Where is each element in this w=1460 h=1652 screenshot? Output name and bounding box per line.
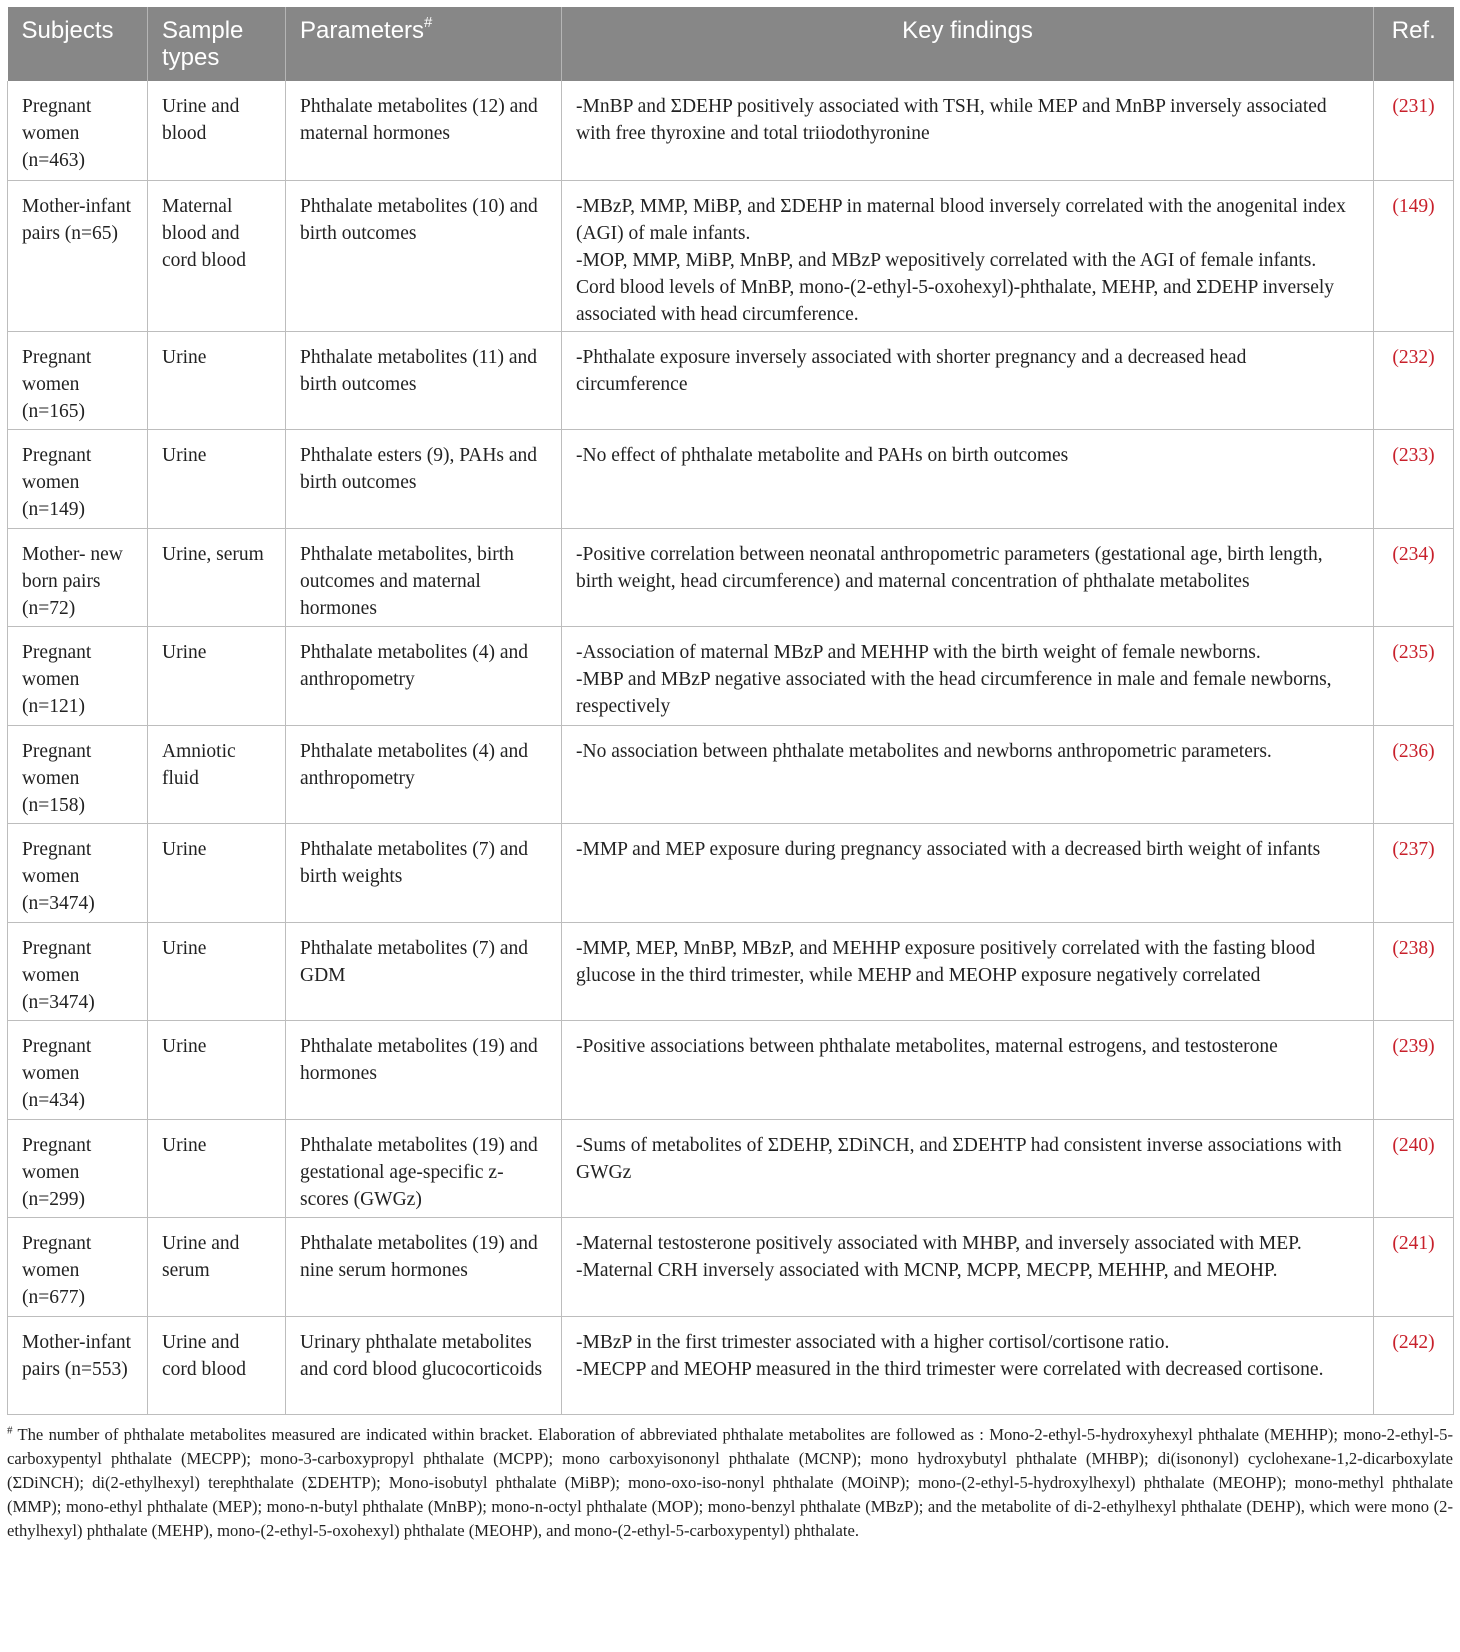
cell-subjects: Pregnant women (n=165) [8,331,148,429]
cell-sample-types: Urine and cord blood [148,1316,286,1414]
cell-parameters: Phthalate metabolites (19) and gestational age-specific z-scores (GWGz) [286,1119,562,1217]
header-key-findings: Key findings [562,7,1374,81]
ref-link[interactable]: (238) [1374,922,1454,1020]
cell-sample-types: Urine [148,429,286,528]
footnote-text: The number of phthalate metabolites measured are indicated within bracket. Elaboration of abbreviated phthalate metabolites are followed as : Mono-2-ethyl-5-hydroxyhexyl phthalate (MEHHP); mono-2-ethyl-5-carboxypentyl phthalate (MECPP); mono-3-carboxypropyl phthalate (MCPP); mono carboxyisononyl phthalate (MCNP); mono hydroxybutyl phthalate (MHBP); di(isononyl) cyclohexane-1,2-dicarboxylate (ΣDiNCH); di(2-ethylhexyl) terephthalate (ΣDEHTP); Mono-isobutyl phthalate (MiBP); mono-oxo-iso-nonyl phthalate (MOiNP); mono-(2-ethyl-5-hydroxylhexyl) phthalate (MEOHP); mono-methyl phthalate (MMP); mono-ethyl phthalate (MEP); mono-n-butyl phthalate (MnBP); mono-n-octyl phthalate (MOP); mono-benzyl phthalate (MBzP); and the metabolite of di-2-ethylhexyl phthalate (DEHP), which were mono (2-ethylhexyl) phthalate (MEHP), mono-(2-ethyl-5-oxohexyl) phthalate (MEOHP), and mono-(2-ethyl-5-carboxypentyl) phthalate. [7,1424,1453,1541]
cell-parameters: Phthalate esters (9), PAHs and birth outcomes [286,429,562,528]
header-parameters [286,7,562,81]
cell-parameters: Phthalate metabolites (12) and maternal hormones [286,81,562,180]
finding-text: -MBP and MBzP negative associated with the head circumference in male and female newborns, respectively [576,668,1332,717]
cell-key-findings [562,1316,1374,1414]
cell-key-findings [562,823,1374,922]
cell-sample-types: Maternal blood and cord blood [148,180,286,331]
finding-text: -Sums of metabolites of ΣDEHP, ΣDiNCH, and ΣDEHTP had consistent inverse associations with GWGz [576,1134,1342,1183]
table-row [8,180,1454,331]
ref-link[interactable]: (233) [1374,429,1454,528]
table-row [8,626,1454,725]
finding-text: -MBzP in the first trimester associated with a higher cortisol/cortisone ratio. [576,1331,1170,1353]
cell-key-findings [562,331,1374,429]
cell-subjects: Pregnant women (n=463) [8,81,148,180]
table-row [8,81,1454,180]
finding-text: -Phthalate exposure inversely associated with shorter pregnancy and a decreased head circumference [576,346,1247,395]
finding-text: -MMP and MEP exposure during pregnancy associated with a decreased birth weight of infants [576,838,1321,860]
cell-parameters: Phthalate metabolites (7) and GDM [286,922,562,1020]
cell-subjects: Pregnant women (n=677) [8,1217,148,1316]
header-subjects: Subjects [8,7,148,81]
cell-parameters: Phthalate metabolites (11) and birth outcomes [286,331,562,429]
cell-parameters: Phthalate metabolites (4) and anthropometry [286,725,562,823]
cell-parameters: Phthalate metabolites (19) and nine serum hormones [286,1217,562,1316]
cell-subjects: Pregnant women (n=3474) [8,823,148,922]
cell-subjects: Mother- new born pairs (n=72) [8,528,148,626]
finding-text: -Association of maternal MBzP and MEHHP with the birth weight of female newborns. [576,641,1261,663]
cell-key-findings [562,1020,1374,1119]
ref-link[interactable]: (236) [1374,725,1454,823]
ref-link[interactable]: (149) [1374,180,1454,331]
finding-text: -MnBP and ΣDEHP positively associated with TSH, while MEP and MnBP inversely associated with free thyroxine and total triiodothyronine [576,96,1327,144]
cell-parameters: Phthalate metabolites (4) and anthropometry [286,626,562,725]
ref-link[interactable]: (235) [1374,626,1454,725]
table-row [8,1217,1454,1316]
finding-text: -MMP, MEP, MnBP, MBzP, and MEHHP exposure positively correlated with the fasting blood glucose in the third trimester, while MEHP and MEOHP exposure negatively correlated [576,937,1316,986]
cell-sample-types: Urine [148,626,286,725]
cell-key-findings [562,1119,1374,1217]
table-row [8,528,1454,626]
cell-subjects: Pregnant women (n=149) [8,429,148,528]
header-ref: Ref. [1374,7,1454,81]
table-body [8,81,1454,1414]
cell-parameters: Phthalate metabolites (10) and birth outcomes [286,180,562,331]
cell-sample-types: Urine and serum [148,1217,286,1316]
table-row [8,1316,1454,1414]
header-parameters-footnote-mark: # [424,14,433,31]
cell-subjects: Mother-infant pairs (n=553) [8,1316,148,1414]
ref-link[interactable]: (242) [1374,1316,1454,1414]
cell-sample-types: Urine [148,922,286,1020]
table-header [8,7,1454,81]
finding-text: -Positive correlation between neonatal anthropometric parameters (gestational age, birth length, birth weight, head circumference) and maternal concentration of phthalate metabolites [576,543,1323,592]
cell-sample-types: Urine [148,1020,286,1119]
finding-text: -No effect of phthalate metabolite and PAHs on birth outcomes [576,444,1069,466]
table-footnote [7,1423,1453,1544]
table-row [8,1119,1454,1217]
footnote-mark: # [7,1423,13,1436]
cell-key-findings [562,725,1374,823]
phthalate-studies-table [7,7,1454,1415]
header-sample-types: Sample types [148,7,286,81]
finding-text: -No association between phthalate metabolites and newborns anthropometric parameters. [576,740,1272,762]
ref-link[interactable]: (231) [1374,81,1454,180]
header-parameters-label: Parameters [300,17,425,44]
ref-link[interactable]: (237) [1374,823,1454,922]
cell-parameters: Phthalate metabolites (19) and hormones [286,1020,562,1119]
cell-sample-types: Urine, serum [148,528,286,626]
cell-sample-types: Urine and blood [148,81,286,180]
finding-text: -MOP, MMP, MiBP, MnBP, and MBzP wepositively correlated with the AGI of female infants. Cord blood levels of MnBP, mono-(2-ethyl-5-oxohexyl)-phthalate, MEHP, and ΣDEHP inversely associated with head circumference. [576,249,1335,325]
cell-sample-types: Urine [148,823,286,922]
ref-link[interactable]: (232) [1374,331,1454,429]
cell-key-findings [562,81,1374,180]
cell-subjects: Pregnant women (n=434) [8,1020,148,1119]
cell-sample-types: Urine [148,331,286,429]
header-row [8,7,1454,81]
cell-subjects: Pregnant women (n=299) [8,1119,148,1217]
cell-key-findings [562,180,1374,331]
table-row [8,725,1454,823]
cell-subjects: Mother-infant pairs (n=65) [8,180,148,331]
cell-sample-types: Amniotic fluid [148,725,286,823]
finding-text: -Positive associations between phthalate metabolites, maternal estrogens, and testosterone [576,1035,1278,1057]
cell-key-findings [562,528,1374,626]
ref-link[interactable]: (234) [1374,528,1454,626]
cell-key-findings [562,626,1374,725]
table-row [8,331,1454,429]
cell-key-findings [562,429,1374,528]
cell-sample-types: Urine [148,1119,286,1217]
cell-subjects: Pregnant women (n=121) [8,626,148,725]
cell-parameters: Urinary phthalate metabolites and cord blood glucocorticoids [286,1316,562,1414]
cell-key-findings [562,922,1374,1020]
finding-text: -MECPP and MEOHP measured in the third trimester were correlated with decreased cortisone. [576,1358,1324,1380]
cell-subjects: Pregnant women (n=3474) [8,922,148,1020]
table-row [8,823,1454,922]
finding-text: -MBzP, MMP, MiBP, and ΣDEHP in maternal blood inversely correlated with the anogenital index (AGI) of male infants. [576,195,1346,244]
finding-text: -Maternal CRH inversely associated with MCNP, MCPP, MECPP, MEHHP, and MEOHP. [576,1259,1278,1281]
table-row [8,922,1454,1020]
cell-parameters: Phthalate metabolites, birth outcomes and maternal hormones [286,528,562,626]
cell-key-findings [562,1217,1374,1316]
finding-text: -Maternal testosterone positively associated with MHBP, and inversely associated with MEP. [576,1232,1302,1254]
ref-link[interactable]: (241) [1374,1217,1454,1316]
cell-parameters: Phthalate metabolites (7) and birth weights [286,823,562,922]
cell-subjects: Pregnant women (n=158) [8,725,148,823]
table-row [8,1020,1454,1119]
table-row [8,429,1454,528]
ref-link[interactable]: (240) [1374,1119,1454,1217]
ref-link[interactable]: (239) [1374,1020,1454,1119]
document-page [7,7,1453,1544]
